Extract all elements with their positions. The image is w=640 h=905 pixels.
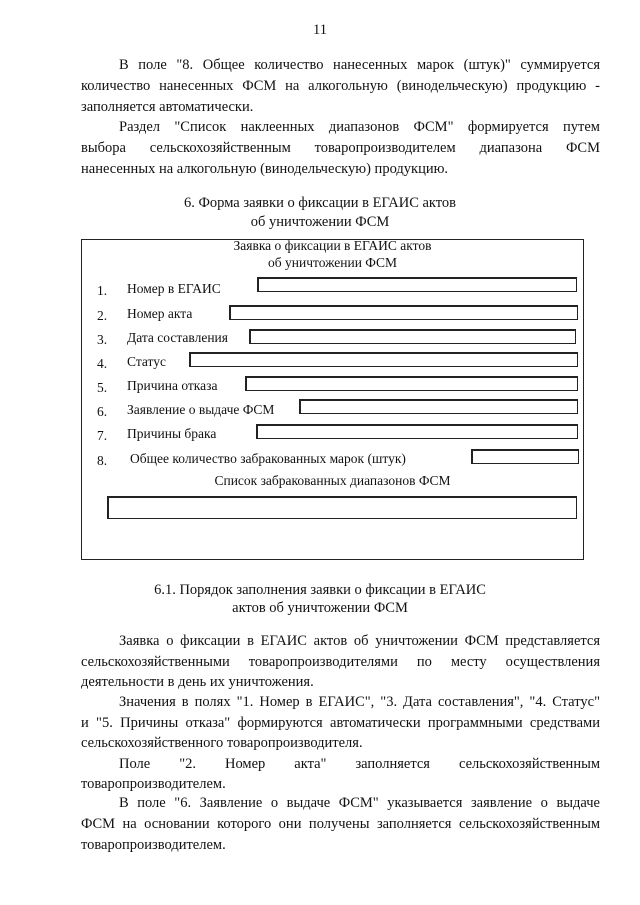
paragraph-line: количество нанесенных ФСМ на алкогольную (винодельческую) продукцию - — [81, 78, 600, 94]
label-egais-number: Номер в ЕГАИС — [127, 281, 221, 296]
act-number-field[interactable] — [229, 305, 578, 320]
row-number: 6. — [97, 404, 108, 419]
label-status: Статус — [127, 354, 166, 369]
section-heading: 6.1. Порядок заполнения заявки о фиксации в ЕГАИС — [154, 582, 486, 598]
paragraph-line: нанесенных на алкогольную (винодельческую) продукцию. — [81, 161, 449, 177]
paragraph-line: Поле "2. Номер акта" заполняется сельскохозяйственным — [119, 756, 600, 772]
label-defect-reasons: Причины брака — [127, 426, 217, 441]
paragraph-line: Значения в полях "1. Номер в ЕГАИС", "3. Дата составления", "4. Статус" — [119, 694, 600, 710]
row-number: 1. — [97, 283, 108, 298]
page-number: 11 — [313, 22, 327, 38]
paragraph-line: деятельности в день их уничтожения. — [81, 674, 314, 690]
row-number: 3. — [97, 332, 108, 347]
section-heading: об уничтожении ФСМ — [250, 214, 390, 230]
paragraph-line: товаропроизводителем. — [81, 837, 226, 853]
paragraph-line: сельскохозяйственного товаропроизводителя. — [81, 735, 363, 751]
paragraph-line: В поле "6. Заявление о выдаче ФСМ" указывается заявление о выдаче — [119, 795, 600, 811]
paragraph-line: сельскохозяйственными товаропроизводителями по месту осуществления — [81, 654, 600, 670]
paragraph-line: выбора сельскохозяйственным товаропроизводителем диапазона ФСМ — [81, 140, 600, 156]
compilation-date-field[interactable] — [249, 329, 576, 344]
label-rejection-reason: Причина отказа — [127, 378, 218, 393]
status-field[interactable] — [189, 352, 578, 367]
section-heading: 6. Форма заявки о фиксации в ЕГАИС актов — [183, 195, 457, 211]
label-compilation-date: Дата составления — [127, 330, 228, 345]
paragraph-line: и "5. Причины отказа" формируются автоматически программными средствами — [81, 715, 600, 731]
rejection-reason-field[interactable] — [245, 376, 578, 391]
label-act-number: Номер акта — [127, 306, 193, 321]
label-issue-application: Заявление о выдаче ФСМ — [127, 402, 275, 417]
row-number: 7. — [97, 428, 108, 443]
paragraph-line: заполняется автоматически. — [81, 99, 254, 115]
egais-number-field[interactable] — [257, 277, 577, 292]
defective-ranges-list[interactable] — [107, 496, 577, 519]
issue-application-field[interactable] — [299, 399, 578, 414]
paragraph-line: В поле "8. Общее количество нанесенных марок (штук)" суммируется — [119, 57, 600, 73]
row-number: 2. — [97, 308, 108, 323]
row-number: 5. — [97, 380, 108, 395]
defective-marks-total-field[interactable] — [471, 449, 579, 464]
paragraph-line: товаропроизводителем. — [81, 776, 226, 792]
paragraph-line: Раздел "Список наклеенных диапазонов ФСМ" формируется путем — [119, 119, 600, 135]
row-number: 8. — [97, 453, 108, 468]
paragraph-line: ФСМ на основании которого они получены заполняется сельскохозяйственным — [81, 816, 600, 832]
section-heading: актов об уничтожении ФСМ — [232, 600, 408, 616]
form-title: Заявка о фиксации в ЕГАИС актов — [233, 238, 432, 253]
row-number: 4. — [97, 356, 108, 371]
defective-ranges-label: Список забракованных диапазонов ФСМ — [214, 473, 451, 488]
form-title: об уничтожении ФСМ — [268, 255, 397, 270]
label-defective-marks-total: Общее количество забракованных марок (штук) — [130, 451, 406, 466]
paragraph-line: Заявка о фиксации в ЕГАИС актов об уничтожении ФСМ представляется — [119, 633, 600, 649]
defect-reasons-field[interactable] — [256, 424, 578, 439]
